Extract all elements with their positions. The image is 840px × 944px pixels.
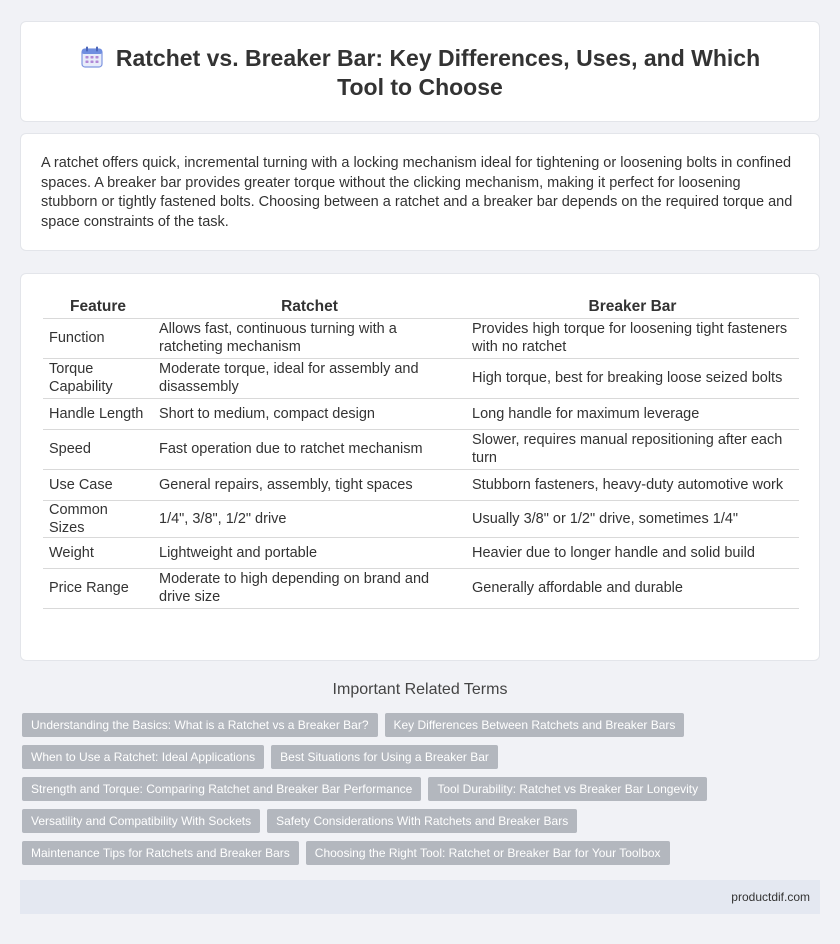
table-cell-breaker-bar: Usually 3/8" or 1/2" drive, sometimes 1/4"	[466, 500, 799, 537]
related-term-tag[interactable]: Best Situations for Using a Breaker Bar	[271, 745, 498, 769]
tag-row	[22, 713, 812, 737]
title-wrap	[21, 44, 819, 102]
comparison-table-card	[20, 273, 820, 661]
table-cell-feature: Common Sizes	[43, 500, 153, 537]
tag-row	[22, 745, 812, 769]
related-term-tag[interactable]: When to Use a Ratchet: Ideal Applications	[22, 745, 264, 769]
footer-bar	[20, 880, 820, 914]
table-cell-feature: Function	[43, 318, 153, 358]
table-row	[43, 429, 799, 469]
table-header-row	[43, 296, 799, 318]
footer-site-link[interactable]: productdif.com	[731, 890, 810, 904]
table-cell-breaker-bar: Provides high torque for loosening tight fasteners with no ratchet	[466, 318, 799, 358]
table-row	[43, 318, 799, 358]
table-cell-feature: Price Range	[43, 568, 153, 608]
table-row	[43, 469, 799, 500]
column-header-feature: Feature	[43, 296, 153, 318]
tag-row	[22, 809, 812, 833]
table-cell-feature: Use Case	[43, 469, 153, 500]
table-cell-ratchet: 1/4", 3/8", 1/2" drive	[153, 500, 466, 537]
table-cell-feature: Torque Capability	[43, 358, 153, 398]
page-title-text: Ratchet vs. Breaker Bar: Key Differences, Uses, and Which Tool to Choose	[115, 45, 761, 100]
table-row	[43, 398, 799, 429]
related-terms-list	[22, 713, 812, 873]
related-term-tag[interactable]: Safety Considerations With Ratchets and Breaker Bars	[267, 809, 577, 833]
table-cell-ratchet: General repairs, assembly, tight spaces	[153, 469, 466, 500]
table-cell-breaker-bar: High torque, best for breaking loose seized bolts	[466, 358, 799, 398]
table-row	[43, 537, 799, 568]
tag-row	[22, 777, 812, 801]
table-row	[43, 568, 799, 608]
table-cell-feature: Handle Length	[43, 398, 153, 429]
column-header-ratchet: Ratchet	[153, 296, 466, 318]
related-term-tag[interactable]: Versatility and Compatibility With Sockets	[22, 809, 260, 833]
tag-row	[22, 841, 812, 865]
related-terms-heading: Important Related Terms	[332, 681, 508, 698]
table-cell-ratchet: Fast operation due to ratchet mechanism	[153, 429, 466, 469]
related-term-tag[interactable]: Maintenance Tips for Ratchets and Breaker Bars	[22, 841, 299, 865]
header-card	[20, 21, 820, 122]
related-term-tag[interactable]: Strength and Torque: Comparing Ratchet and Breaker Bar Performance	[22, 777, 421, 801]
table-cell-breaker-bar: Slower, requires manual repositioning after each turn	[466, 429, 799, 469]
table-cell-ratchet: Allows fast, continuous turning with a ratcheting mechanism	[153, 318, 466, 358]
table-cell-breaker-bar: Stubborn fasteners, heavy-duty automotive work	[466, 469, 799, 500]
table-cell-breaker-bar: Long handle for maximum leverage	[466, 398, 799, 429]
related-term-tag[interactable]: Understanding the Basics: What is a Ratchet vs a Breaker Bar?	[22, 713, 378, 737]
table-cell-ratchet: Short to medium, compact design	[153, 398, 466, 429]
table-row	[43, 358, 799, 398]
calendar-icon	[80, 45, 104, 69]
table-cell-feature: Weight	[43, 537, 153, 568]
table-cell-ratchet: Moderate to high depending on brand and drive size	[153, 568, 466, 608]
intro-paragraph: A ratchet offers quick, incremental turning with a locking mechanism ideal for tightening or loosening bolts in confined spaces. A breaker bar provides greater torque without the clicking mechanism, making it perfect for loosening stubborn or tightly fastened bolts. Choosing between a ratchet and a breaker bar depends on the required torque and space constraints of the task.	[41, 155, 793, 230]
table-cell-feature: Speed	[43, 429, 153, 469]
related-term-tag[interactable]: Choosing the Right Tool: Ratchet or Breaker Bar for Your Toolbox	[306, 841, 670, 865]
related-term-tag[interactable]: Key Differences Between Ratchets and Breaker Bars	[385, 713, 685, 737]
page-title	[21, 44, 819, 102]
table-cell-ratchet: Lightweight and portable	[153, 537, 466, 568]
comparison-table	[43, 296, 799, 609]
table-cell-ratchet: Moderate torque, ideal for assembly and disassembly	[153, 358, 466, 398]
table-row	[43, 500, 799, 537]
table-cell-breaker-bar: Generally affordable and durable	[466, 568, 799, 608]
intro-card	[20, 133, 820, 251]
related-term-tag[interactable]: Tool Durability: Ratchet vs Breaker Bar Longevity	[428, 777, 707, 801]
column-header-breaker-bar: Breaker Bar	[466, 296, 799, 318]
table-cell-breaker-bar: Heavier due to longer handle and solid build	[466, 537, 799, 568]
